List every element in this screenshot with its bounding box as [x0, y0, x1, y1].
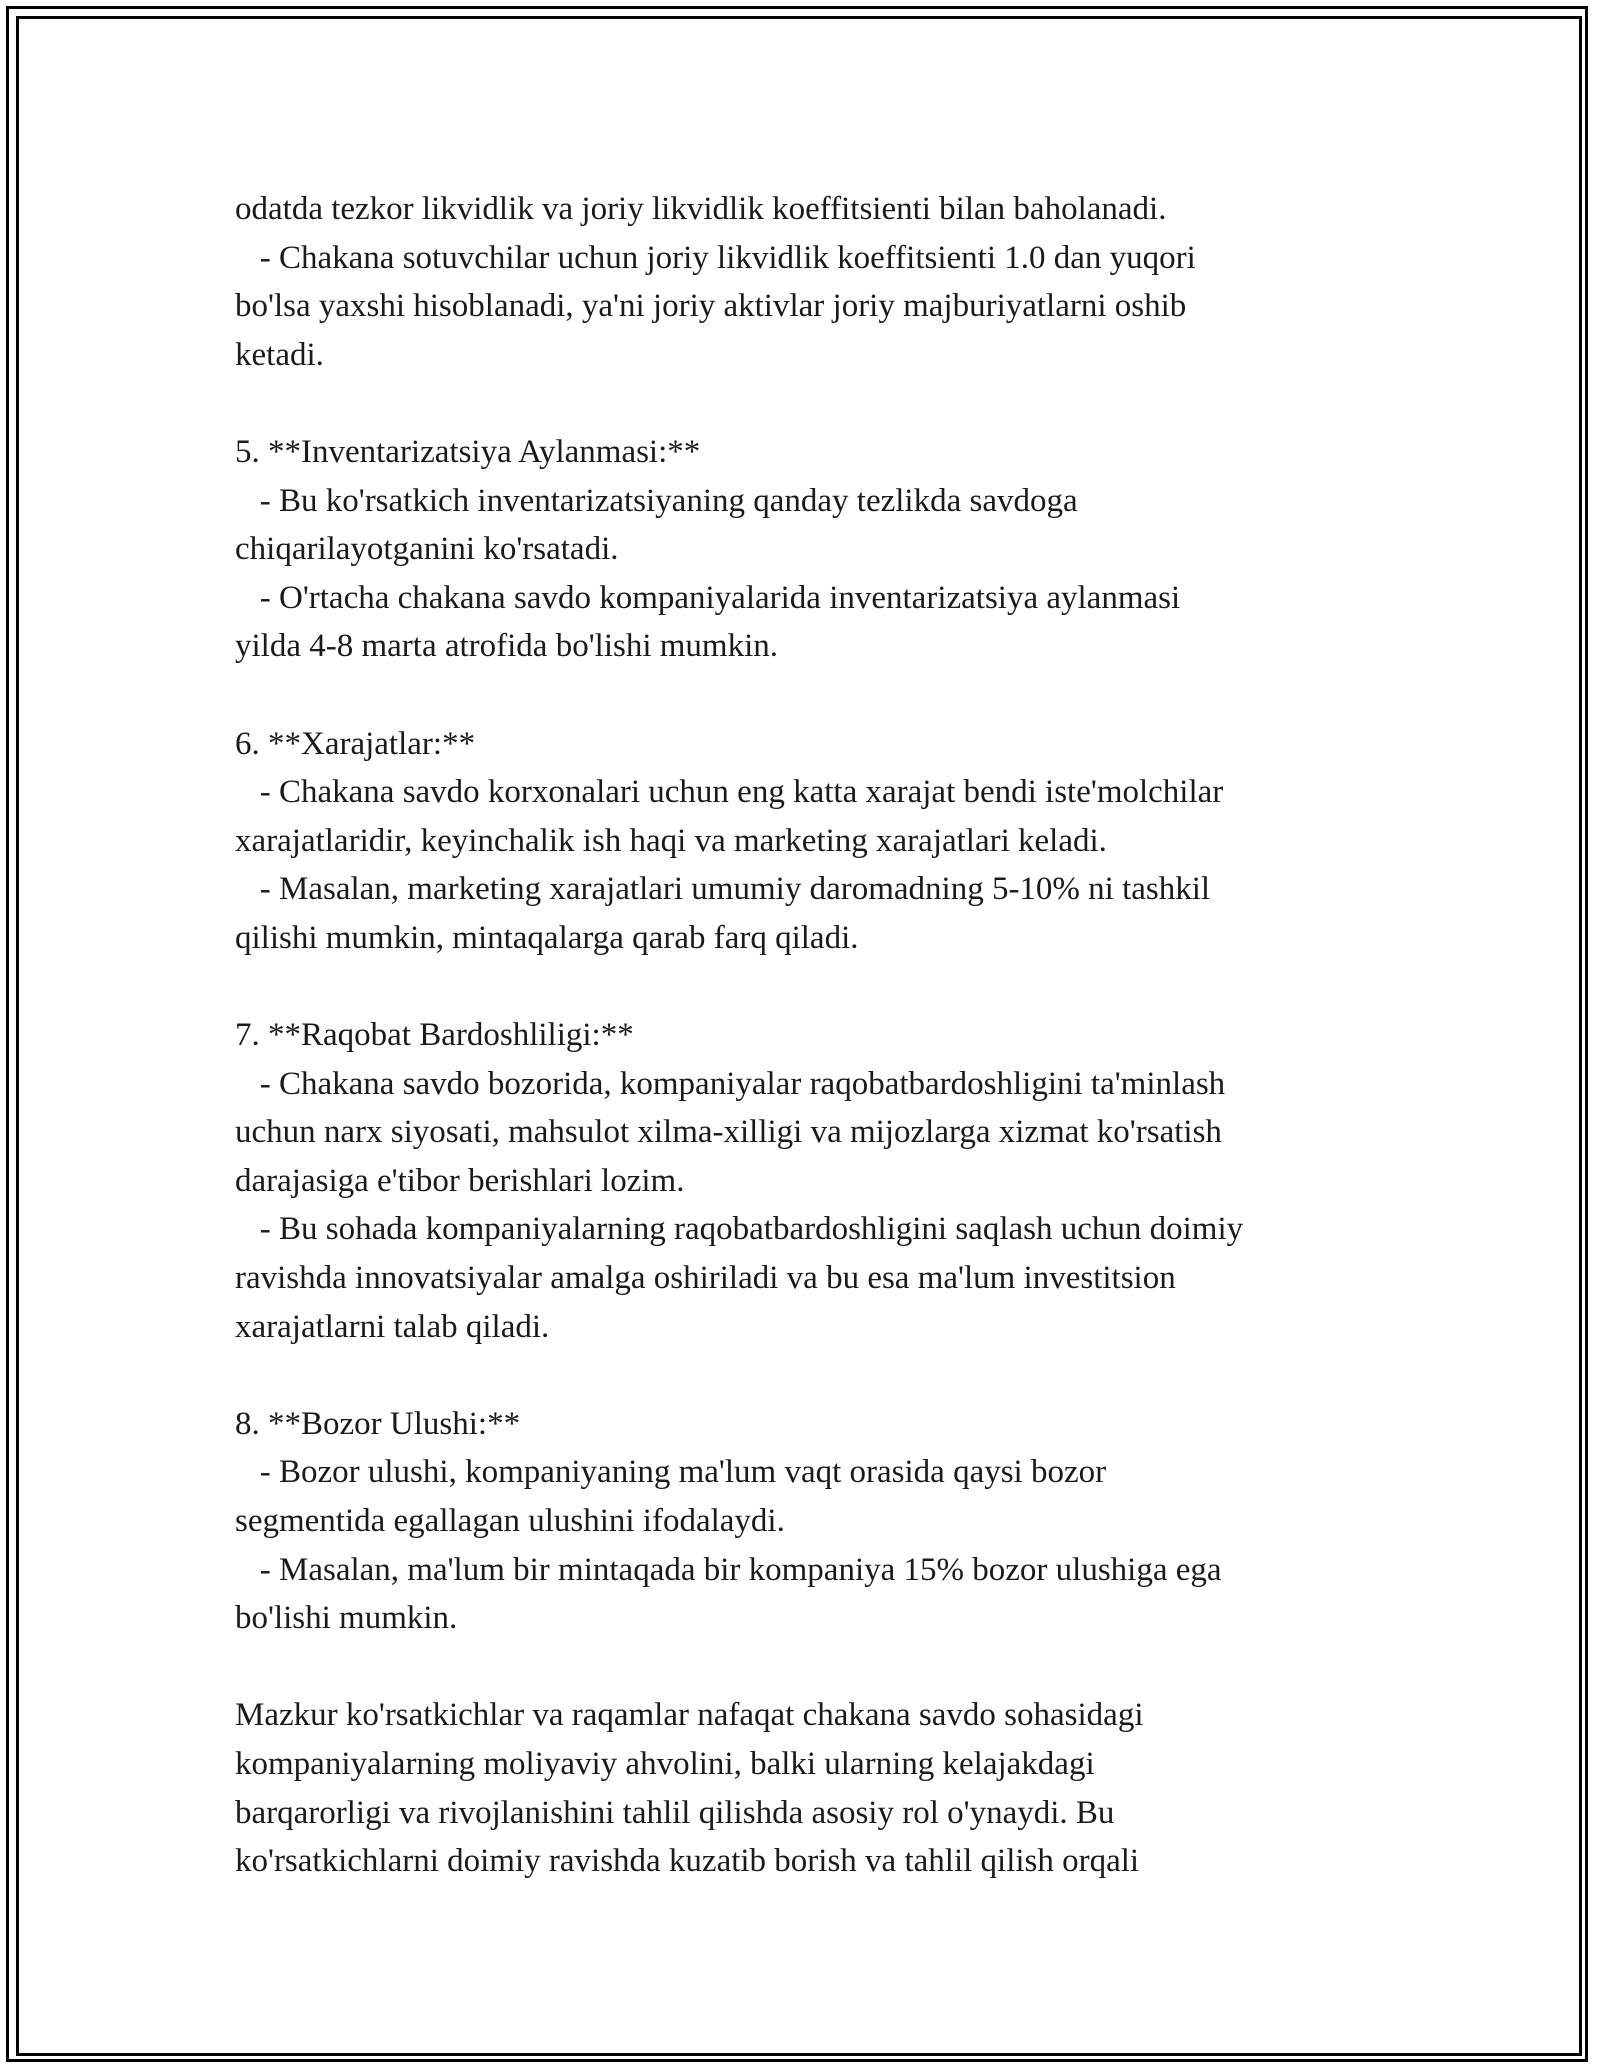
text-line: xarajatlarni talab qiladi.	[235, 1308, 550, 1345]
paragraph-gap	[235, 1351, 1375, 1400]
section-heading: 7. **Raqobat Bardoshliligi:**	[235, 1017, 634, 1054]
text-line: - Chakana savdo korxonalari uchun eng katta xarajat bendi iste'molchilar	[235, 774, 1224, 811]
text-line: ko'rsatkichlarni doimiy ravishda kuzatib borish va tahlil qilish orqali	[235, 1843, 1140, 1880]
text-line: ravishda innovatsiyalar amalga oshiriladi va bu esa ma'lum investitsion	[235, 1260, 1176, 1297]
text-line: - Masalan, ma'lum bir mintaqada bir kompaniya 15% bozor ulushiga ega	[235, 1551, 1222, 1588]
paragraph-gap	[235, 379, 1375, 428]
section-heading: 6. **Xarajatlar:**	[235, 725, 476, 762]
text-line: darajasiga e'tibor berishlari lozim.	[235, 1162, 685, 1199]
text-line: xarajatlaridir, keyinchalik ish haqi va marketing xarajatlari keladi.	[235, 822, 1107, 859]
text-line: - Chakana savdo bozorida, kompaniyalar raqobatbardoshligini ta'minlash	[235, 1065, 1226, 1102]
document-body	[235, 185, 1375, 1886]
text-line: bo'lishi mumkin.	[235, 1600, 458, 1637]
text-line: - Bozor ulushi, kompaniyaning ma'lum vaqt orasida qaysi bozor	[235, 1454, 1107, 1491]
paragraph-gap	[235, 1643, 1375, 1692]
text-line: - Bu ko'rsatkich inventarizatsiyaning qanday tezlikda savdoga	[235, 482, 1078, 519]
text-line: odatda tezkor likvidlik va joriy likvidlik koeffitsienti bilan baholanadi.	[235, 191, 1167, 227]
paragraph-gap	[235, 671, 1375, 720]
text-line: chiqarilayotganini ko'rsatadi.	[235, 531, 619, 568]
text-line: - Chakana sotuvchilar uchun joriy likvidlik koeffitsienti 1.0 dan yuqori	[235, 239, 1196, 276]
text-line: Mazkur ko'rsatkichlar va raqamlar nafaqat chakana savdo sohasidagi	[235, 1697, 1144, 1734]
text-line: barqarorligi va rivojlanishini tahlil qilishda asosiy rol o'ynaydi. Bu	[235, 1794, 1115, 1831]
text-line: segmentida egallagan ulushini ifodalaydi.	[235, 1503, 785, 1540]
text-line: qilishi mumkin, mintaqalarga qarab farq qiladi.	[235, 919, 859, 956]
paragraph-gap	[235, 963, 1375, 1012]
text-line: bo'lsa yaxshi hisoblanadi, ya'ni joriy aktivlar joriy majburiyatlarni oshib	[235, 288, 1187, 325]
section-heading: 5. **Inventarizatsiya Aylanmasi:**	[235, 433, 701, 470]
text-line: - Bu sohada kompaniyalarning raqobatbardoshligini saqlash uchun doimiy	[235, 1211, 1244, 1248]
text-line: - Masalan, marketing xarajatlari umumiy daromadning 5-10% ni tashkil	[235, 871, 1211, 908]
text-line: yilda 4-8 marta atrofida bo'lishi mumkin.	[235, 628, 779, 665]
text-line: uchun narx siyosati, mahsulot xilma-xilligi va mijozlarga xizmat ko'rsatish	[235, 1114, 1222, 1151]
section-heading: 8. **Bozor Ulushi:**	[235, 1405, 521, 1442]
text-line: - O'rtacha chakana savdo kompaniyalarida inventarizatsiya aylanmasi	[235, 579, 1181, 616]
text-line: ketadi.	[235, 336, 324, 373]
text-line: kompaniyalarning moliyaviy ahvolini, balki ularning kelajakdagi	[235, 1746, 1095, 1782]
